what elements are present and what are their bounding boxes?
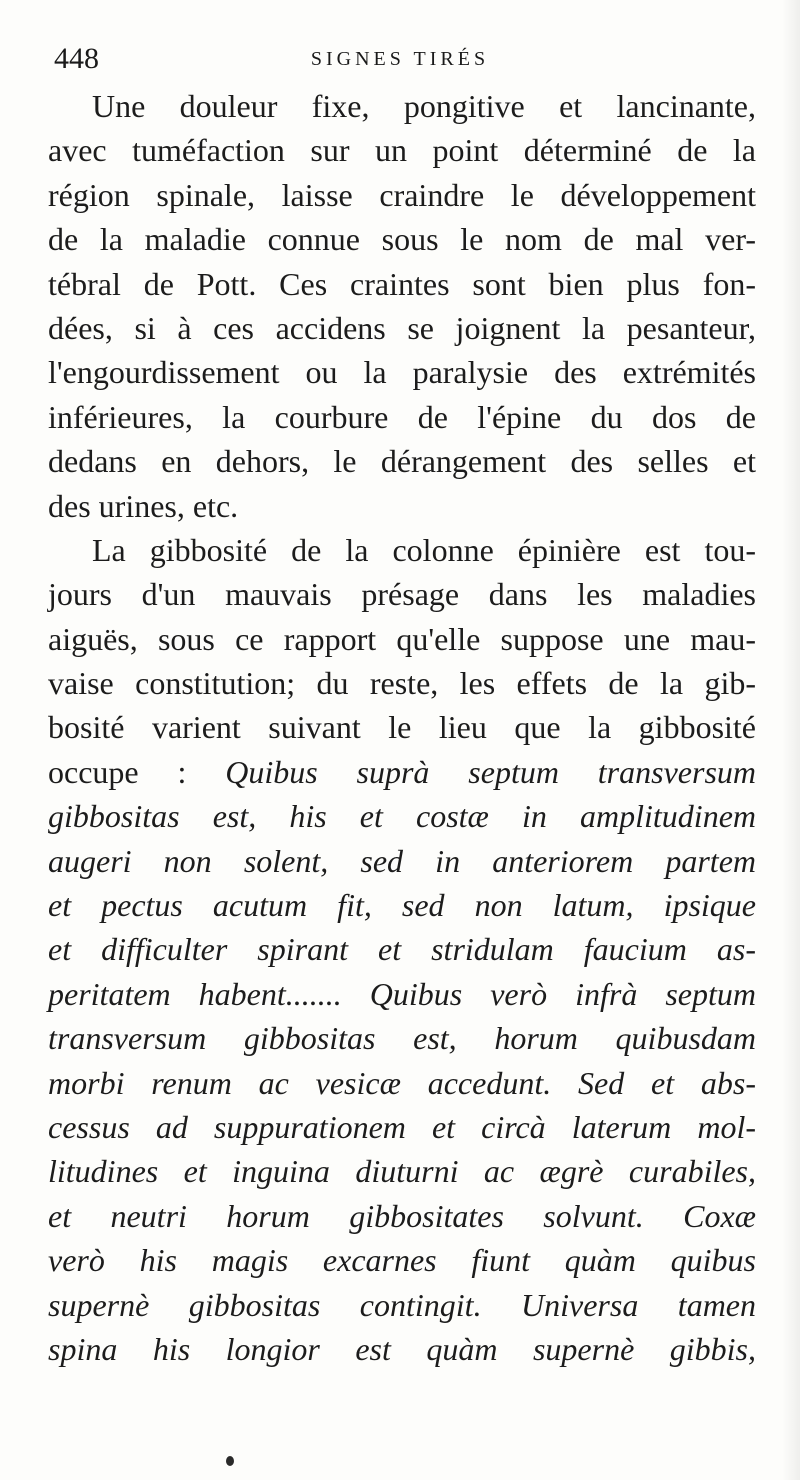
latin-quote-line: et neutri horum gibbositates solvunt. Coxæ: [48, 1197, 756, 1234]
latin-quote-line: cessus ad suppurationem et circà laterum mol-: [48, 1108, 756, 1145]
text-line: La gibbosité de la colonne épinière est tou-: [92, 531, 756, 568]
latin-quote-line: gibbositas est, his et costæ in amplitudinem: [48, 798, 756, 835]
latin-quote-line: augeri non solent, sed in anteriorem partem: [48, 842, 756, 879]
latin-quote-line: transversum gibbositas est, horum quibusdam: [48, 1020, 756, 1057]
latin-quote-line: spina his longior est quàm supernè gibbis,: [48, 1330, 756, 1367]
text-line: dedans en dehors, le dérangement des selles et: [48, 443, 756, 480]
latin-quote-line: litudines et inguina diuturni ac ægrè curabiles,: [48, 1153, 756, 1190]
paragraph-2: [48, 528, 756, 1371]
text-line: vaise constitution; du reste, les effets de la gib-: [48, 665, 756, 702]
page-number: 448: [54, 42, 99, 75]
page-edge-shadow: [782, 0, 800, 1480]
text-line: de la maladie connue sous le nom de mal ver-: [48, 221, 756, 258]
text-line: l'engourdissement ou la paralysie des extrémités: [48, 354, 756, 391]
text-line: inférieures, la courbure de l'épine du dos de: [48, 398, 756, 435]
text-line-mixed: [48, 750, 756, 794]
text-line: région spinale, laisse craindre le développement: [48, 176, 756, 213]
text-line: tébral de Pott. Ces craintes sont bien plus fon-: [48, 265, 756, 302]
latin-quote-line: et pectus acutum fit, sed non latum, ipsique: [48, 887, 756, 924]
text-line: avec tuméfaction sur un point déterminé de la: [48, 132, 756, 169]
latin-quote-line: peritatem habent....... Quibus verò infrà septum: [48, 975, 756, 1012]
text-line: aiguës, sous ce rapport qu'elle suppose une mau-: [48, 620, 756, 657]
page-header: [46, 42, 754, 82]
latin-quote-line: verò his magis excarnes fiunt quàm quibus: [48, 1242, 756, 1279]
running-head: SIGNES TIRÉS: [310, 48, 490, 70]
latin-quote-line: morbi renum ac vesicæ accedunt. Sed et abs-: [48, 1064, 756, 1101]
text-line: jours d'un mauvais présage dans les maladies: [48, 576, 756, 613]
latin-quote-line: supernè gibbositas contingit. Universa tamen: [48, 1286, 756, 1323]
ink-speck: [226, 1456, 234, 1466]
text-line: Une douleur fixe, pongitive et lancinante,: [92, 88, 756, 124]
paragraph-1: [48, 84, 756, 528]
latin-quote-line: et difficulter spirant et stridulam faucium as-: [48, 931, 756, 968]
text-line: bosité varient suivant le lieu que la gibbosité: [48, 709, 756, 746]
body-text: [48, 84, 756, 1371]
text-line: des urines, etc.: [48, 487, 239, 524]
latin-quote-start: Quibus suprà septum transversum: [225, 753, 757, 790]
text-line: dées, si à ces accidens se joignent la pesanteur,: [48, 309, 756, 346]
text-roman-part: occupe :: [48, 753, 226, 790]
